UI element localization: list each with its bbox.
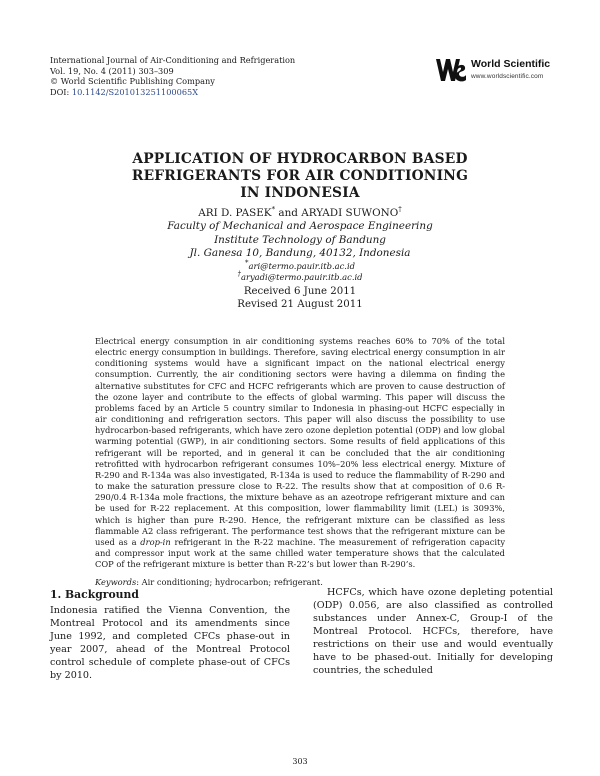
paper-title	[60, 151, 540, 202]
abstract	[95, 336, 505, 588]
doi-line	[50, 87, 295, 98]
title-line: APPLICATION OF HYDROCARBON BASED	[132, 151, 468, 167]
author-and: and	[278, 207, 298, 219]
received-date: Received 6 June 2011	[243, 286, 357, 297]
abstract-text	[95, 336, 505, 570]
email-2-address[interactable]: aryadi@termo.pauir.itb.ac.id	[240, 271, 363, 282]
email-1-address[interactable]: ari@termo.pauir.itb.ac.id	[248, 260, 355, 271]
revised-date: Revised 21 August 2011	[237, 299, 363, 311]
body-left-column: Indonesia ratified the Vienna Convention, the Montreal Protocol and its amendments since June 1992, and completed CFCs phase-out in year 2007, ahead of the Montreal Protocol control schedule of complete phase-out of CFCs by 2010.	[50, 605, 290, 681]
author-2: ARYADI SUWONO	[301, 207, 399, 219]
affiliation-line: Faculty of Mechanical and Aerospace Engineering	[167, 220, 433, 233]
author-1-mark: *	[271, 205, 276, 214]
affiliation-line: Institute Technology of Bandung	[214, 233, 386, 246]
email-1	[60, 258, 540, 272]
title-line: IN INDONESIA	[240, 185, 360, 201]
email-1-mark: *	[245, 258, 249, 267]
doi-link[interactable]: 10.1142/S201013251100065X	[71, 86, 199, 97]
journal-info	[50, 55, 295, 97]
date-block	[60, 285, 540, 312]
email-2-mark: †	[237, 269, 241, 278]
affiliation-line: Jl. Ganesa 10, Bandung, 40132, Indonesia	[189, 247, 411, 260]
abstract-part-2: refrigerant in the R-22 machine. The measurement of refrigeration capacity and compressor input work at the same chilled water temperature shows that the calculated COP of the refrigerant mixture is better than R-22’s but lower than R-290’s.	[95, 536, 506, 570]
keywords-label: Keywords	[95, 577, 137, 588]
author-1: ARI D. PASEK	[198, 207, 272, 219]
publisher-url: www.worldscientific.com	[471, 73, 544, 80]
abstract-part-1: Electrical energy consumption in air conditioning systems reaches 60% to 70% of the total electric energy consumption in buildings. Therefore, saving electrical energy consumption in air conditioning systems would have a significant impact on the national electrical energy consumption. Currently, the air conditioning sectors were having a dilemma on finding the alternative substitutes for CFC and HCFC refrigerants which are proven to cause destruction of the ozone layer and contribute to the effects of global warming. This paper will discuss the problems faced by an Article 5 country similar to Indonesia in phasing-out HCFC especially in air conditioning and refrigeration sectors. This paper will also discuss the possibility to use hydrocarbon-based refrigerants, which have zero ozone depletion potential (ODP) and low global warming potential (GWP), in air conditioning sectors. Some results of field applications of this refrigerant will be reported, and in general it can be concluded that the air conditioning retrofitted with hydrocarbon refrigerant consumes 10%–20% less electrical energy. Mixture of R-290 and R-134a was also investigated, R-134a is used to reduce the flammability of R-290 and to make the saturation pressure close to R-22. The results show that at composition of 0.6 R-290/0.4 R-134a mole fractions, the mixture behave as an azeotrope refrigerant mixture and can be used for R-22 replacement. At this composition, lower flammability limit (LEL) is 3093%, which is higher than pure R-290. Hence, the refrigerant mixture can be classified as less flammable A2 class refrigerant. The performance test shows that the refrigerant mixture can be used as a	[95, 336, 505, 547]
publisher-logo	[435, 55, 560, 85]
abstract-italic-term: drop-in	[140, 536, 171, 547]
body-right-column: HCFCs, which have ozone depleting potential (ODP) 0.056, are also classified as controlled substances under Annex-C, Group-I of the Montreal Protocol. HCFCs, therefore, have restrictions on their use and would eventually have to be phased-out. Initially for developing countries, the scheduled	[313, 587, 553, 676]
world-scientific-logo-icon	[435, 55, 467, 85]
publisher-name: World Scientific	[471, 58, 551, 70]
copyright-line: © World Scientific Publishing Company	[50, 76, 215, 87]
email-2	[60, 269, 540, 283]
author-names	[60, 207, 540, 220]
doi-label: DOI:	[50, 86, 70, 97]
title-line: REFRIGERANTS FOR AIR CONDITIONING	[131, 168, 469, 184]
page-number: 303	[292, 757, 308, 766]
volume-info: Vol. 19, No. 4 (2011) 303–309	[50, 65, 174, 76]
section-heading: 1. Background	[50, 588, 139, 601]
author-block	[60, 207, 540, 283]
author-2-mark: †	[398, 205, 402, 214]
journal-name: International Journal of Air-Conditioning and Refrigeration	[50, 55, 296, 65]
keywords-list: : Air conditioning; hydrocarbon; refrigerant.	[136, 577, 323, 588]
